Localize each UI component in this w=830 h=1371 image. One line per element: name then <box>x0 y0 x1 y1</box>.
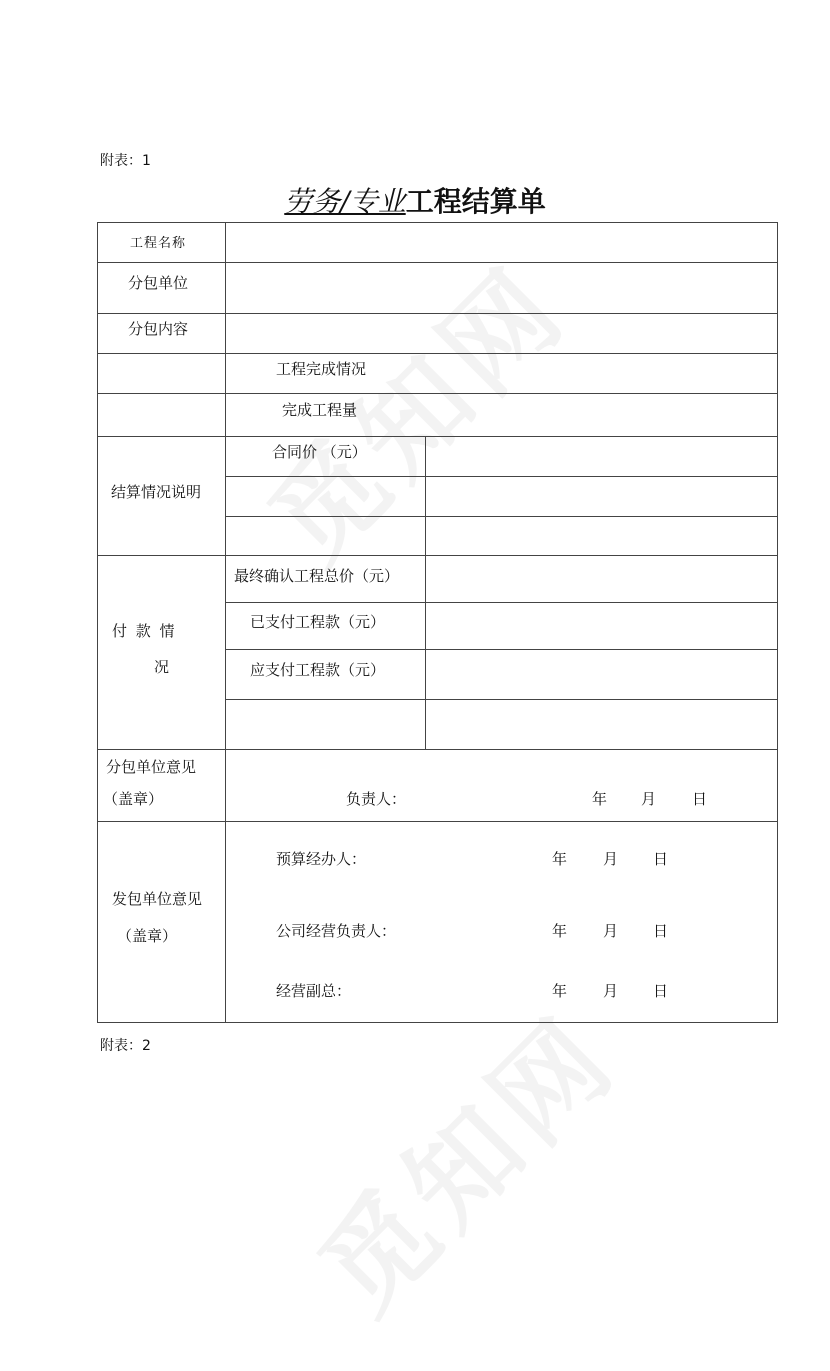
label-paid: 已支付工程款（元） <box>250 613 386 631</box>
label-final-total: 最终确认工程总价（元） <box>234 567 400 585</box>
label-payment-line2: 况 <box>154 658 170 676</box>
label-sub-opinion: 分包单位意见 <box>106 758 197 776</box>
label-issuer-opinion-seal: （盖章） <box>117 927 178 945</box>
label-settlement: 结算情况说明 <box>111 483 202 501</box>
label-deputy-gm: 经营副总： <box>276 982 352 1000</box>
label-contract-price: 合同价 （元） <box>272 443 367 461</box>
contract-price-field[interactable] <box>426 437 777 476</box>
label-issuer-opinion: 发包单位意见 <box>112 890 203 908</box>
sub-month: 月 <box>641 790 657 808</box>
label-subcontract-unit: 分包单位 <box>128 274 189 292</box>
label-payable: 应支付工程款（元） <box>250 661 386 679</box>
label-budget-handler: 预算经办人： <box>276 850 367 868</box>
label-payment-line1: 付 款 情 <box>112 622 177 640</box>
label-project-name: 工程名称 <box>130 236 187 251</box>
header-note: 附表：1 <box>100 153 151 169</box>
document-title <box>0 180 830 220</box>
subcontract-unit-field[interactable] <box>226 263 777 313</box>
subcontract-content-field[interactable] <box>226 314 777 353</box>
title-underlined: 劳务/专业 <box>284 185 406 218</box>
paid-field[interactable] <box>426 603 777 649</box>
title-rest: 工程结算单 <box>405 185 546 218</box>
label-subcontract-content: 分包内容 <box>128 320 189 338</box>
issuer-year-1: 年 <box>552 850 568 868</box>
project-name-field[interactable] <box>226 223 777 262</box>
sub-year: 年 <box>592 790 608 808</box>
issuer-month-3: 月 <box>603 982 619 1000</box>
payable-field[interactable] <box>426 650 777 699</box>
label-completion-status: 工程完成情况 <box>276 360 367 378</box>
issuer-year-2: 年 <box>552 922 568 940</box>
issuer-day-2: 日 <box>653 922 669 940</box>
issuer-month-2: 月 <box>603 922 619 940</box>
issuer-day-1: 日 <box>653 850 669 868</box>
issuer-day-3: 日 <box>653 982 669 1000</box>
issuer-month-1: 月 <box>603 850 619 868</box>
sub-day: 日 <box>692 790 708 808</box>
watermark-bottom <box>279 989 661 1371</box>
label-completed-quantity: 完成工程量 <box>282 401 358 419</box>
issuer-year-3: 年 <box>552 982 568 1000</box>
footer-note: 附表：2 <box>100 1038 151 1054</box>
label-company-manager: 公司经营负责人： <box>276 922 397 940</box>
label-responsible: 负责人： <box>346 790 407 808</box>
final-total-field[interactable] <box>426 556 777 602</box>
label-sub-opinion-seal: （盖章） <box>103 790 164 808</box>
